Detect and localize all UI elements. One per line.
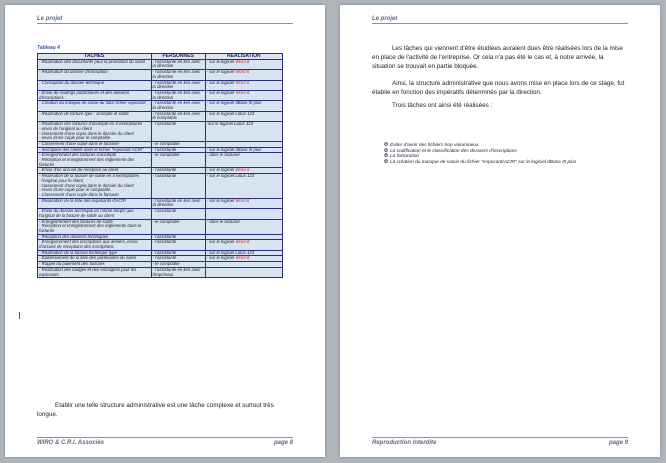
tasks-table bbox=[37, 53, 283, 278]
person-cell: - le comptable bbox=[151, 262, 205, 268]
realisation-cell bbox=[205, 209, 282, 219]
realisation-cell: - sur le logiciel dBase III plus bbox=[205, 101, 282, 111]
realisation-cell: - sur le logiciel Word 6 bbox=[205, 256, 282, 262]
word-software-label: Word 6 bbox=[235, 239, 250, 245]
person-cell: - l'assistante bbox=[151, 250, 205, 256]
bullet-icon: ❂ bbox=[384, 148, 389, 154]
bullet-icon: ❂ bbox=[384, 154, 389, 160]
bullet-item: ❂ La codification et le classification des dossiers d'inscriptions bbox=[384, 148, 517, 154]
word-software-label: Word 6 bbox=[235, 90, 250, 95]
task-cell: - Classement d'une copie dans le facturier bbox=[38, 141, 152, 147]
table-row bbox=[38, 59, 283, 69]
realisation-cell: - sur le logiciel Word 6 bbox=[205, 198, 282, 208]
person-cell: - l'assistante bbox=[151, 234, 205, 240]
table-row bbox=[38, 209, 283, 219]
person-cell: - l'assistante bbox=[151, 147, 205, 153]
realisation-cell: - sur le logiciel Word 6 bbox=[205, 70, 282, 80]
task-cell: - Réalisation de facture type : acompte et solde bbox=[38, 111, 152, 121]
column-header-taches: TACHES bbox=[38, 54, 152, 60]
word-software-label: Word 6 bbox=[235, 167, 250, 173]
page-number: page 8 bbox=[273, 440, 293, 446]
person-cell: - l'assistante en lien avec la direction bbox=[151, 59, 205, 69]
person-cell: - le comptable bbox=[151, 219, 205, 234]
table-row bbox=[38, 240, 283, 250]
realisation-cell: - dans le facturier bbox=[205, 153, 282, 168]
table-caption: Tableau 4 bbox=[37, 45, 60, 51]
column-header-personnes: PERSONNES bbox=[151, 54, 205, 60]
task-cell: - Inscription des clients dans le fichier "exposant ACRI" bbox=[38, 147, 152, 153]
realisation-cell: -sur le logiciel Lotus 123 bbox=[205, 122, 282, 142]
table-row bbox=[38, 168, 283, 174]
table-row bbox=[38, 250, 283, 256]
text-cursor bbox=[19, 312, 20, 319]
person-cell: - le comptable bbox=[151, 153, 205, 168]
footer-left: WIRO & C.R.I. Associés bbox=[37, 440, 105, 446]
paragraph-3: Trois tâches ont ainsi été réalisées : bbox=[392, 102, 493, 109]
person-cell: - l'assistante en lien avec la direction bbox=[151, 90, 205, 100]
task-cell: - Enregistrement des factures de solde - Réception et enregistrement des règlements dans le facturier bbox=[38, 219, 152, 234]
task-cell: - Réalisation de la facture de solde en 4 exemplaires - l'original pour le client - classement d'une copie dans le dossier du client - envoi d'une copie pour le comptable - Classement d'une copie dans le facturier bbox=[38, 174, 152, 199]
person-cell: - l'assistante bbox=[151, 122, 205, 142]
realisation-cell: - sur le logiciel Word 6 bbox=[205, 80, 282, 90]
column-header-realisation: REALISATION bbox=[205, 54, 282, 60]
table-row bbox=[38, 111, 283, 121]
person-cell: - l'assistante en lien avec l'imprimeur bbox=[151, 267, 205, 277]
bullet-item: ❂ La création du masque de saisie du fichier "exposant/ACRI" sur le logiciel dBase III plus bbox=[384, 159, 577, 165]
realisation-cell: - sur le logiciel Word 6 bbox=[205, 90, 282, 100]
person-cell: - le comptable bbox=[151, 141, 205, 147]
table-row bbox=[38, 267, 283, 277]
page-8-body: Etablir une telle structure administrative est une tâche complexe et surtout très longue. bbox=[37, 402, 274, 418]
bullet-item: ❂ Éviter d'avoir des fichiers trop volumineux bbox=[384, 143, 479, 148]
task-cell: - Envoi de mailings publicitaires et des dossiers d'inscriptions bbox=[38, 90, 152, 100]
realisation-cell: - sur le logiciel Lotus 123 bbox=[205, 111, 282, 121]
page-footer bbox=[372, 437, 628, 446]
task-cell: - Conception du dossier technique bbox=[38, 80, 152, 90]
word-software-label: Word 6 bbox=[235, 198, 250, 203]
paragraph-1: Les tâches qui viennent d'être étudiées auraient dues être réalisées lors de la mise en place de l'activité de l'entreprise. Or cela n'a pas été le cas et, à notre arrivée, la situation se trouvait en partie bloquée. bbox=[372, 45, 623, 70]
footer-left: Reproduction Interdite bbox=[372, 440, 437, 446]
task-cell: - Réalisation des factures d'acompte en 4 exemplaires - envoi de l'original au client - classement d'une copie dans le dossier du client - envoi d'une copie pour le comptable bbox=[38, 122, 152, 142]
task-cell: - Envoi d'un accusé de réception au client bbox=[38, 168, 152, 174]
task-cell: - Réalisation du dossier d'inscription bbox=[38, 70, 152, 80]
table-row bbox=[38, 147, 283, 153]
word-software-label: Word 6 bbox=[235, 69, 250, 75]
table-row bbox=[38, 198, 283, 208]
person-cell: - l'assistante en lien avec le comptable bbox=[151, 111, 205, 121]
person-cell: - l'assistante bbox=[151, 174, 205, 199]
task-cell: - Enregistrement des factures d'acompte - Réception et enregistrement des règlements des factures bbox=[38, 153, 152, 168]
realisation-cell bbox=[205, 267, 282, 277]
word-software-label: Word 6 bbox=[235, 80, 250, 85]
task-cell: - Création du masque de saisie du futur fichier exposant bbox=[38, 101, 152, 111]
paragraph-2: Ainsi, la structure administrative que nous avons mise en place lors de ce stage, fut établie en fonction des impératifs déterminés par la direction. bbox=[372, 80, 625, 96]
realisation-cell: - sur le logiciel dBase III plus bbox=[205, 147, 282, 153]
page-8 bbox=[5, 5, 325, 457]
person-cell: - l'assistante bbox=[151, 168, 205, 174]
person-cell: - l'assistante bbox=[151, 240, 205, 250]
person-cell: - l'assistante en lien avec la direction bbox=[151, 101, 205, 111]
bullet-icon: ❂ bbox=[384, 159, 389, 165]
task-cell: - Enregistrement des inscriptions aux ateliers, envoi d'accusé de réceptions des inscriptions bbox=[38, 240, 152, 250]
realisation-cell: - sur le logiciel Word 6 bbox=[205, 168, 282, 174]
table-row bbox=[38, 219, 283, 234]
table-row bbox=[38, 70, 283, 80]
page-footer bbox=[37, 437, 293, 446]
person-cell: - l'assistante en lien avec la direction bbox=[151, 198, 205, 208]
table-row bbox=[38, 90, 283, 100]
page-header: Le projet bbox=[37, 16, 293, 24]
realisation-cell: - sur le logiciel Word 6 bbox=[205, 240, 282, 250]
task-bullet-list bbox=[384, 143, 636, 165]
table-row bbox=[38, 153, 283, 168]
task-cell: - Réalisation de la facture technique type bbox=[38, 250, 152, 256]
task-cell: - Etablissement de la liste des partenaires du salon bbox=[38, 256, 152, 262]
task-cell: - Rappel du paiement des factures bbox=[38, 262, 152, 268]
table-row bbox=[38, 80, 283, 90]
bullet-item: ❂ La facturation bbox=[384, 154, 420, 160]
person-cell: - l'assistante bbox=[151, 209, 205, 219]
person-cell: - l'assistante bbox=[151, 256, 205, 262]
realisation-cell: - sur le logiciel Lotus 123 bbox=[205, 174, 282, 199]
word-software-label: Word 6 bbox=[235, 255, 250, 261]
person-cell: - l'assistante en lien avec la direction bbox=[151, 70, 205, 80]
page-9 bbox=[340, 5, 660, 457]
realisation-cell: - sur le logiciel Word 6 bbox=[205, 59, 282, 69]
task-cell: - Réalisation des documents pour la promotion du salon bbox=[38, 59, 152, 69]
person-cell: - l'assistante en lien avec la direction bbox=[151, 80, 205, 90]
table-row bbox=[38, 122, 283, 142]
word-software-label: Word 6 bbox=[235, 59, 250, 64]
realisation-cell: - dans le facturier bbox=[205, 219, 282, 234]
table-row bbox=[38, 256, 283, 262]
table-row bbox=[38, 174, 283, 199]
task-cell: - Envoi du dossier technique en même temps que l'original de la facture de solde au client bbox=[38, 209, 152, 219]
realisation-cell: - sur le logiciel Lotus 123 bbox=[205, 250, 282, 256]
task-cell: - Réalisation de la liste des exposants d'ACRI bbox=[38, 198, 152, 208]
task-cell: - Réception des dossiers techniques bbox=[38, 234, 152, 240]
page-header: Le projet bbox=[372, 16, 628, 24]
page-number: page 9 bbox=[608, 440, 628, 446]
table-row bbox=[38, 101, 283, 111]
bullet-icon: ❂ bbox=[384, 143, 389, 148]
task-cell: - Réalisation des badges et des enseignes pour les exposants bbox=[38, 267, 152, 277]
